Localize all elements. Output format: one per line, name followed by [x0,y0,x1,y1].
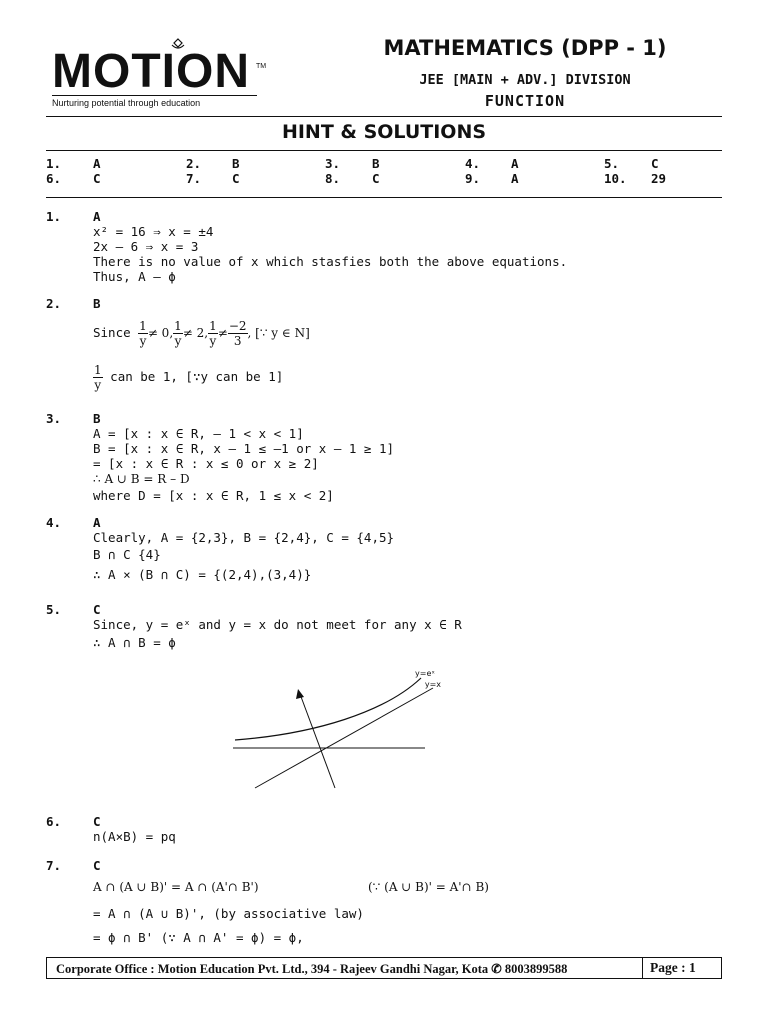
fraction: $\frac{1}{y}$ [94,363,102,392]
answer-key [46,156,722,186]
solution-line: Thus, A – ϕ [93,269,176,284]
section-title: HINT & SOLUTIONS [281,121,487,143]
inequality-line: Since $\frac{1}{y}$ ≠ 0, $\frac{1}{y}$ ≠ 2, $\frac{1}{y}$ ≠ $\frac{-2}{3}$ , [∵ y ∈ N] [93,319,310,348]
since-label: Since [93,325,131,340]
solution-line: B ∩ C {4} [93,547,161,562]
answer-key-row [46,156,722,171]
brand-logo: MOTION [52,45,250,98]
division-subtitle: JEE [MAIN + ADV.] DIVISION [419,72,631,88]
solution-answer: A [93,515,101,530]
key-number: 5. [604,156,620,171]
question-number: 5. [46,602,62,617]
solution-line: B = [x : x ∈ R, x – 1 ≤ –1 or x – 1 ≥ 1] [93,441,395,456]
solution-answer: A [93,209,101,224]
key-number: 9. [465,171,481,186]
line-label: y=x [424,680,441,689]
question-number: 4. [46,515,62,530]
key-number: 1. [46,156,62,171]
page-title: MATHEMATICS (DPP - 1) [383,36,667,60]
solution-line: = ϕ ∩ B' (∵ A ∩ A' = ϕ) = ϕ, [93,930,304,945]
key-number: 6. [46,171,62,186]
solution-line: There is no value of x which stasfies both the above equations. [93,254,568,269]
footer-divider [642,957,643,979]
page-number: Page : 1 [650,960,696,975]
solution-answer: B [93,411,101,426]
y-axis [300,694,335,788]
solution-line: where D = [x : x ∈ R, 1 ≤ x < 2] [93,488,334,503]
footer-address: Corporate Office : Motion Education Pvt. Ltd., 394 - Rajeev Gandhi Nagar, Kota ✆ 8003899588 [56,962,568,976]
topic-title: FUNCTION [484,92,566,110]
solution-body [93,209,713,284]
fraction: $\frac{1}{y}$ [174,319,182,348]
trademark-mark: TM [256,63,267,70]
exp-curve-label: y=eˣ [415,669,435,678]
linear-line [255,688,433,788]
solution-body [93,296,713,395]
key-number: 8. [325,171,341,186]
key-answer: A [511,156,519,171]
solution-line: A = [x : x ∈ R, – 1 < x < 1] [93,426,304,441]
key-divider [46,197,722,198]
step-left: A ∩ (A ∪ B)' = A ∩ (A'∩ B') [93,880,259,894]
key-number: 3. [325,156,341,171]
solution-body [93,515,713,585]
key-number: 10. [604,171,627,186]
key-answer: C [651,156,659,171]
key-answer: C [93,171,101,186]
solution-answer: C [93,814,101,829]
key-answer: A [511,171,519,186]
fraction: $\frac{-2}{3}$ [228,319,247,348]
solution-line: ∴ A ∪ B = R – D [93,472,190,486]
question-number: 6. [46,814,62,829]
key-answer: 29 [651,171,667,186]
solution-answer: C [93,602,101,617]
solution-line: ∴ A ∩ B = ϕ [93,635,176,650]
solution-3 [46,411,722,503]
solution-1 [46,209,722,284]
solution-body [93,602,713,654]
solution-body [93,858,713,949]
solution-6 [46,814,722,846]
solution-7 [46,858,722,950]
solution-body [93,411,713,503]
solution-5 [46,602,722,652]
key-answer: C [372,171,380,186]
solution-body [93,814,713,844]
section-divider [46,150,722,151]
solution-line: Clearly, A = {2,3}, B = {2,4}, C = {4,5} [93,530,395,545]
key-answer: C [232,171,240,186]
solution-line: = A ∩ (A ∪ B)', (by associative law) [93,906,364,921]
key-number: 4. [465,156,481,171]
question-number: 7. [46,858,62,873]
solution-line: x² = 16 ⇒ x = ±4 [93,224,214,239]
solution-line: = [x : x ∈ R : x ≤ 0 or x ≥ 2] [93,456,319,471]
solution-answer: B [93,296,101,311]
question-number: 1. [46,209,62,224]
exponential-curve [235,678,421,740]
solution-answer: C [93,858,101,873]
question-number: 2. [46,296,62,311]
solution-2 [46,296,722,396]
key-number: 7. [186,171,202,186]
key-answer: B [232,156,240,171]
solution-line: 2x – 6 ⇒ x = 3 [93,239,199,254]
solution-4 [46,515,722,590]
brand-tagline: Nurturing potential through education [52,95,257,108]
key-answer: B [372,156,380,171]
key-number: 2. [186,156,202,171]
exp-vs-line-graph [225,662,445,792]
question-number: 3. [46,411,62,426]
solution-line: n(A×B) = pq [93,829,176,844]
step-reason: (∵ (A ∪ B)' = A'∩ B) [368,880,489,894]
logo-emblem-icon [170,38,186,52]
key-answer: A [93,156,101,171]
y-axis-arrow-icon [296,689,304,699]
fraction: $\frac{1}{y}$ [139,319,147,348]
can-be-line: $\frac{1}{y}$ can be 1, [∵y can be 1] [94,363,284,392]
answer-key-row [46,171,722,186]
solution-line: ∴ A × (B ∩ C) = {(2,4),(3,4)} [93,567,312,582]
header-divider [46,116,722,117]
solution-line: Since, y = eˣ and y = x do not meet for any x ∈ R [93,617,462,632]
fraction: $\frac{1}{y}$ [209,319,217,348]
step-line [93,873,713,901]
